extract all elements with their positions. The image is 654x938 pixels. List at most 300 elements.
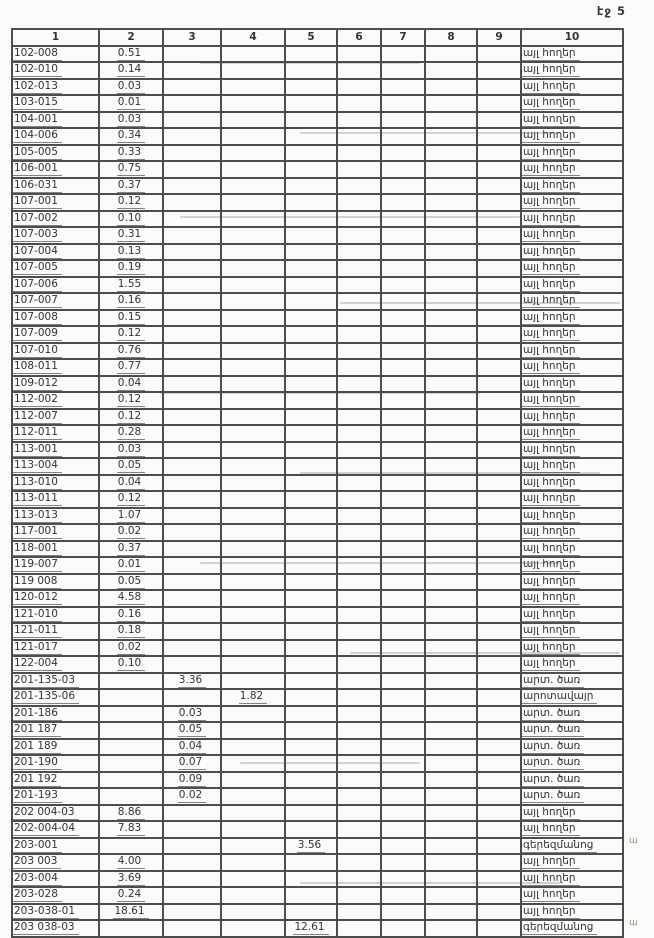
table-cell: [99, 491, 163, 508]
table-cell: [337, 277, 381, 294]
table-cell: [221, 623, 285, 640]
table-cell: [337, 442, 381, 459]
table-cell: [99, 425, 163, 442]
table-cell: [163, 508, 221, 525]
table-cell: [99, 508, 163, 525]
table-cell: [521, 788, 623, 805]
area-value: 0.12: [117, 195, 145, 209]
table-cell: [221, 178, 285, 195]
table-cell: [521, 508, 623, 525]
table-cell: [12, 95, 99, 112]
table-cell: [163, 772, 221, 789]
area-value: 0.18: [117, 624, 145, 638]
table-cell: [12, 524, 99, 541]
land-type-label: այլ հողեր: [522, 905, 580, 919]
table-cell: [221, 376, 285, 393]
table-cell: [477, 788, 521, 805]
table-cell: [477, 607, 521, 624]
table-cell: [221, 211, 285, 228]
parcel-code: 107-007: [13, 294, 62, 308]
table-cell: [337, 128, 381, 145]
land-type-label: արտ. ծառ: [522, 756, 584, 770]
parcel-code: 120-012: [13, 591, 62, 605]
parcel-code: 102-013: [13, 80, 62, 94]
area-value: 7.83: [117, 822, 145, 836]
table-cell: [285, 854, 337, 871]
table-cell: [285, 310, 337, 327]
table-cell: [99, 607, 163, 624]
table-row: [12, 541, 623, 558]
scan-artifact: [180, 216, 520, 218]
table-cell: [381, 871, 425, 888]
parcel-code: 201 187: [13, 723, 61, 737]
table-header: [12, 29, 623, 46]
table-cell: [521, 343, 623, 360]
table-cell: [337, 524, 381, 541]
parcel-code: 119-007: [13, 558, 62, 572]
table-cell: [221, 524, 285, 541]
parcel-code: 104-001: [13, 113, 62, 127]
table-cell: [163, 46, 221, 63]
land-type-label: այլ հողեր: [522, 608, 580, 622]
area-value: 0.05: [117, 575, 145, 589]
table-cell: [381, 112, 425, 129]
area-value: 0.04: [178, 740, 206, 754]
parcel-code: 201 192: [13, 773, 61, 787]
table-cell: [337, 409, 381, 426]
table-cell: [381, 656, 425, 673]
area-value: 0.14: [117, 63, 145, 77]
table-cell: [163, 920, 221, 937]
table-cell: [521, 772, 623, 789]
table-cell: [285, 293, 337, 310]
table-cell: [337, 706, 381, 723]
table-cell: [425, 920, 477, 937]
table-cell: [337, 310, 381, 327]
table-cell: [12, 574, 99, 591]
table-cell: [99, 541, 163, 558]
table-cell: [99, 673, 163, 690]
land-type-label: այլ հողեր: [522, 888, 580, 902]
area-value: 0.04: [117, 377, 145, 391]
table-cell: [477, 95, 521, 112]
table-row: [12, 904, 623, 921]
column-header: 9: [477, 29, 521, 46]
table-cell: [221, 95, 285, 112]
table-cell: [221, 62, 285, 79]
table-row: [12, 326, 623, 343]
handwritten-mark: ա: [628, 835, 639, 847]
table-cell: [12, 656, 99, 673]
area-value: 0.12: [117, 327, 145, 341]
area-value: 0.07: [178, 756, 206, 770]
table-row: [12, 359, 623, 376]
table-body: [12, 46, 623, 937]
table-cell: [221, 392, 285, 409]
table-cell: [221, 590, 285, 607]
land-type-label: այլ հողեր: [522, 146, 580, 160]
table-cell: [221, 194, 285, 211]
table-cell: [285, 508, 337, 525]
table-cell: [521, 326, 623, 343]
table-cell: [425, 376, 477, 393]
parcel-code: 102-010: [13, 63, 62, 77]
table-cell: [99, 293, 163, 310]
table-cell: [381, 904, 425, 921]
table-cell: [221, 838, 285, 855]
scan-artifact: [160, 392, 480, 394]
table-cell: [285, 722, 337, 739]
table-cell: [381, 326, 425, 343]
table-cell: [163, 904, 221, 921]
table-cell: [337, 854, 381, 871]
table-cell: [477, 79, 521, 96]
table-cell: [521, 904, 623, 921]
table-row: [12, 244, 623, 261]
table-cell: [99, 112, 163, 129]
table-cell: [99, 854, 163, 871]
table-cell: [12, 425, 99, 442]
area-value: 8.86: [117, 806, 145, 820]
land-type-label: արտ. ծառ: [522, 789, 584, 803]
table-cell: [12, 920, 99, 937]
table-cell: [425, 310, 477, 327]
table-cell: [12, 508, 99, 525]
table-cell: [221, 574, 285, 591]
table-cell: [521, 409, 623, 426]
table-cell: [425, 62, 477, 79]
table-cell: [12, 557, 99, 574]
table-cell: [221, 656, 285, 673]
table-cell: [99, 392, 163, 409]
table-cell: [477, 376, 521, 393]
table-cell: [163, 673, 221, 690]
table-cell: [221, 508, 285, 525]
table-cell: [99, 590, 163, 607]
table-cell: [163, 194, 221, 211]
table-cell: [12, 62, 99, 79]
land-type-label: այլ հողեր: [522, 476, 580, 490]
table-cell: [285, 491, 337, 508]
table-cell: [381, 673, 425, 690]
table-cell: [285, 772, 337, 789]
table-cell: [285, 326, 337, 343]
table-cell: [521, 887, 623, 904]
table-cell: [12, 112, 99, 129]
table-cell: [12, 739, 99, 756]
land-type-label: այլ հողեր: [522, 195, 580, 209]
table-cell: [12, 194, 99, 211]
table-cell: [477, 359, 521, 376]
table-cell: [163, 854, 221, 871]
table-cell: [221, 260, 285, 277]
table-cell: [285, 79, 337, 96]
table-cell: [521, 805, 623, 822]
table-cell: [425, 128, 477, 145]
table-cell: [221, 343, 285, 360]
table-cell: [381, 46, 425, 63]
table-cell: [163, 178, 221, 195]
land-type-label: այլ հողեր: [522, 393, 580, 407]
table-cell: [221, 409, 285, 426]
table-cell: [425, 524, 477, 541]
table-cell: [285, 524, 337, 541]
table-cell: [381, 145, 425, 162]
table-cell: [521, 95, 623, 112]
table-row: [12, 425, 623, 442]
table-cell: [337, 211, 381, 228]
table-cell: [163, 244, 221, 261]
table-cell: [477, 755, 521, 772]
area-value: 0.34: [117, 129, 145, 143]
table-cell: [99, 656, 163, 673]
column-header: 2: [99, 29, 163, 46]
handwritten-mark: ա: [628, 917, 639, 929]
table-cell: [477, 623, 521, 640]
table-cell: [285, 574, 337, 591]
table-cell: [521, 656, 623, 673]
land-type-label: արտ. ծառ: [522, 723, 584, 737]
table-cell: [221, 128, 285, 145]
parcel-code: 104-006: [13, 129, 62, 143]
area-value: 3.56: [297, 839, 325, 853]
table-cell: [99, 244, 163, 261]
table-cell: [425, 244, 477, 261]
land-type-label: այլ հողեր: [522, 294, 580, 308]
table-cell: [337, 359, 381, 376]
area-value: 0.09: [178, 773, 206, 787]
parcel-code: 107-008: [13, 311, 62, 325]
table-cell: [381, 706, 425, 723]
table-cell: [99, 194, 163, 211]
table-cell: [12, 854, 99, 871]
page-number-label: էջ 5: [596, 4, 626, 18]
table-cell: [477, 805, 521, 822]
table-cell: [99, 46, 163, 63]
parcel-code: 202 004-03: [13, 806, 79, 820]
table-cell: [521, 161, 623, 178]
table-row: [12, 772, 623, 789]
table-row: [12, 128, 623, 145]
table-cell: [477, 838, 521, 855]
table-cell: [163, 326, 221, 343]
table-cell: [425, 178, 477, 195]
table-cell: [521, 211, 623, 228]
table-cell: [99, 79, 163, 96]
table-cell: [12, 376, 99, 393]
table-cell: [221, 145, 285, 162]
land-type-label: այլ հողեր: [522, 261, 580, 275]
area-value: 0.31: [117, 228, 145, 242]
table-row: [12, 590, 623, 607]
table-cell: [285, 805, 337, 822]
table-cell: [425, 772, 477, 789]
table-cell: [285, 871, 337, 888]
table-cell: [521, 689, 623, 706]
table-row: [12, 112, 623, 129]
table-row: [12, 145, 623, 162]
table-cell: [163, 293, 221, 310]
table-cell: [221, 673, 285, 690]
table-cell: [221, 359, 285, 376]
parcel-code: 203-038-01: [13, 905, 79, 919]
table-cell: [337, 557, 381, 574]
table-cell: [12, 161, 99, 178]
area-value: 0.75: [117, 162, 145, 176]
land-type-label: այլ հողեր: [522, 344, 580, 358]
table-cell: [521, 442, 623, 459]
table-row: [12, 722, 623, 739]
table-cell: [285, 211, 337, 228]
table-cell: [521, 722, 623, 739]
parcel-code: 201-190: [13, 756, 62, 770]
table-cell: [521, 359, 623, 376]
table-cell: [381, 310, 425, 327]
table-cell: [163, 788, 221, 805]
table-cell: [521, 112, 623, 129]
scan-artifact: [240, 762, 420, 764]
land-type-label: այլ հողեր: [522, 360, 580, 374]
table-cell: [381, 838, 425, 855]
table-cell: [337, 491, 381, 508]
table-cell: [337, 227, 381, 244]
parcel-code: 107-002: [13, 212, 62, 226]
table-cell: [99, 326, 163, 343]
table-cell: [381, 623, 425, 640]
parcel-code: 201-135-03: [13, 674, 79, 688]
table-cell: [221, 310, 285, 327]
table-cell: [221, 920, 285, 937]
table-cell: [381, 788, 425, 805]
table-cell: [425, 590, 477, 607]
table-cell: [163, 541, 221, 558]
table-cell: [12, 293, 99, 310]
table-cell: [477, 62, 521, 79]
table-cell: [221, 541, 285, 558]
table-cell: [99, 343, 163, 360]
area-value: 0.12: [117, 410, 145, 424]
parcel-code: 122-004: [13, 657, 62, 671]
table-cell: [163, 409, 221, 426]
area-value: 0.12: [117, 492, 145, 506]
table-cell: [381, 392, 425, 409]
land-type-label: այլ հողեր: [522, 179, 580, 193]
table-cell: [99, 838, 163, 855]
table-cell: [285, 442, 337, 459]
table-cell: [521, 194, 623, 211]
table-cell: [221, 458, 285, 475]
parcel-code: 121-017: [13, 641, 62, 655]
table-cell: [381, 491, 425, 508]
table-cell: [221, 244, 285, 261]
table-row: [12, 194, 623, 211]
table-cell: [12, 178, 99, 195]
table-row: [12, 871, 623, 888]
area-value: 0.33: [117, 146, 145, 160]
table-row: [12, 887, 623, 904]
table-cell: [221, 425, 285, 442]
table-cell: [521, 392, 623, 409]
table-cell: [12, 260, 99, 277]
table-cell: [221, 161, 285, 178]
parcel-code: 107-006: [13, 278, 62, 292]
area-value: 0.24: [117, 888, 145, 902]
table-row: [12, 673, 623, 690]
table-row: [12, 524, 623, 541]
table-cell: [521, 79, 623, 96]
table-cell: [221, 871, 285, 888]
table-row: [12, 95, 623, 112]
area-value: 0.01: [117, 96, 145, 110]
table-cell: [521, 574, 623, 591]
table-cell: [99, 920, 163, 937]
table-cell: [12, 541, 99, 558]
table-cell: [337, 541, 381, 558]
table-cell: [381, 79, 425, 96]
table-cell: [337, 623, 381, 640]
table-cell: [99, 722, 163, 739]
table-cell: [99, 458, 163, 475]
table-row: [12, 491, 623, 508]
table-cell: [521, 541, 623, 558]
table-row: [12, 557, 623, 574]
table-cell: [337, 821, 381, 838]
table-cell: [337, 46, 381, 63]
table-cell: [163, 722, 221, 739]
column-header: 1: [12, 29, 99, 46]
table-cell: [425, 557, 477, 574]
table-cell: [12, 79, 99, 96]
table-cell: [381, 178, 425, 195]
table-cell: [425, 343, 477, 360]
table-cell: [163, 871, 221, 888]
table-cell: [477, 508, 521, 525]
table-cell: [521, 277, 623, 294]
table-cell: [521, 524, 623, 541]
land-type-label: այլ հողեր: [522, 641, 580, 655]
table-row: [12, 46, 623, 63]
area-value: 0.05: [117, 459, 145, 473]
table-cell: [521, 821, 623, 838]
table-cell: [163, 260, 221, 277]
table-row: [12, 409, 623, 426]
land-type-label: այլ հողեր: [522, 542, 580, 556]
table-cell: [521, 673, 623, 690]
table-cell: [381, 343, 425, 360]
land-type-label: այլ հողեր: [522, 278, 580, 292]
table-cell: [12, 491, 99, 508]
table-cell: [521, 425, 623, 442]
land-type-label: այլ հողեր: [522, 624, 580, 638]
parcel-code: 106-001: [13, 162, 62, 176]
table-cell: [163, 95, 221, 112]
table-cell: [12, 805, 99, 822]
table-cell: [477, 920, 521, 937]
parcel-code: 107-001: [13, 195, 62, 209]
parcel-code: 203-001: [13, 839, 62, 853]
table-cell: [337, 607, 381, 624]
table-cell: [163, 524, 221, 541]
land-type-label: այլ հողեր: [522, 426, 580, 440]
table-cell: [285, 359, 337, 376]
table-row: [12, 392, 623, 409]
table-cell: [521, 739, 623, 756]
table-cell: [337, 62, 381, 79]
land-type-label: այլ հողեր: [522, 855, 580, 869]
area-value: 0.03: [178, 707, 206, 721]
table-cell: [425, 161, 477, 178]
area-value: 0.05: [178, 723, 206, 737]
